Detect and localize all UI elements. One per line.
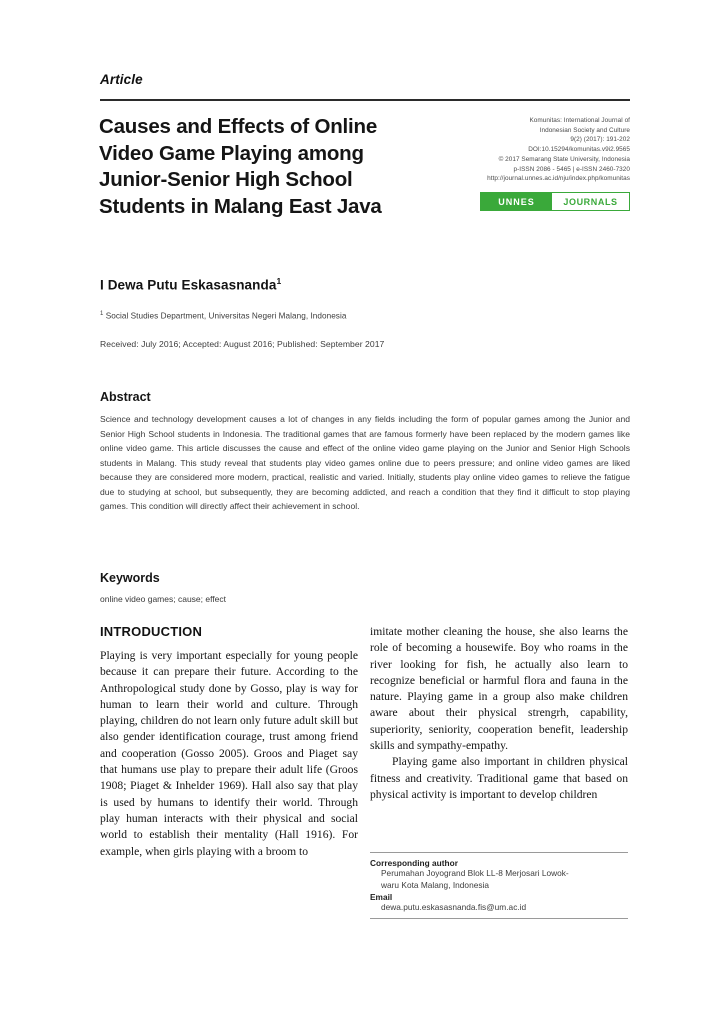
article-kicker: Article [100,72,143,87]
body-column-left [100,624,358,860]
body-column-right [370,624,628,803]
title-line-1: Causes and Effects of Online [99,115,378,138]
abstract-heading: Abstract [100,390,151,404]
keywords-heading: Keywords [100,571,160,585]
corresponding-author-label: Corresponding author [370,858,458,868]
page-title [99,114,429,220]
introduction-heading: INTRODUCTION [100,624,203,639]
journal-url[interactable]: http://journal.unnes.ac.id/nju/index.php/komunitas [487,175,630,183]
title-line-3: Junior-Senior High School [99,168,353,191]
journal-metadata [418,116,630,184]
introduction-paragraph-right-2: Playing game also important in children physical fitness and creativity. Traditional game that based on physical activity is important to develop children [370,755,628,801]
logo-journals-text: JOURNALS [552,193,629,210]
logo-unnes-text: UNNES [481,193,552,210]
title-line-2: Video Game Playing among [99,141,364,165]
journal-name-line-2: Indonesian Society and Culture [539,126,630,134]
introduction-paragraph-left: Playing is very important especially for young people because it can prepare their future. According to the Anthropological study done by Gosso, play is way for human to learn their world and culture. Through playing, children do not learn only future adult skill but also gender identification courage, trust among friend and cooperation (Gosso 2005). Groos and Piaget say that humans use play to prepare their adult life (Groos 1908; Piaget & Inhelder 1969). Hall also say that play is used by humans to identify their world. Through play human interacts with their physical and social world to establish their mentality (Hall 1916). For example, when girls playing with a broom to [100,649,358,858]
corresponding-author-address-line-1: Perumahan Joyogrand Blok LL-8 Merjosari Lowok- [381,868,569,878]
corresponding-author-email[interactable]: dewa.putu.eskasasnanda.fis@um.ac.id [381,901,527,912]
journal-copyright: © 2017 Semarang State University, Indonesia [498,155,630,163]
header-divider [100,99,630,101]
email-label: Email [370,891,393,902]
author-name-text: I Dewa Putu Eskasasnanda [100,277,277,293]
author-affiliation [100,311,346,321]
affiliation-text: Social Studies Department, Universitas Negeri Malang, Indonesia [103,311,347,321]
corresponding-author-box [370,852,628,919]
unnes-journals-logo [480,192,630,211]
journal-name-line-1: Komunitas: International Journal of [529,117,630,124]
journal-volume-issue: 9(2) (2017): 191-202 [570,136,630,144]
introduction-paragraph-right-1: imitate mother cleaning the house, she also learns the role of becoming a housewife. Boy who roams in the river looking for fish, he actually also learn to recognize beneficial or harmful flora and fauna in the nature. Playing game in a group also make children aware about their physical strengrh, capability, superiority, seniority, cooperation benefit, leadership skills and sympathy-empathy. [370,625,628,753]
corresponding-author-address-line-2: waru Kota Malang, Indonesia [381,879,490,890]
journal-doi: DOI:10.15294/komunitas.v9i2.9565 [528,146,630,154]
author-name [100,276,281,293]
keywords-text: online video games; cause; effect [100,594,227,604]
affiliation-marker: 1 [100,311,104,317]
title-line-4: Students in Malang East Java [99,194,382,218]
abstract-text: Science and technology development causes a lot of changes in any fields including the form of popular games among the Junior and Senior High School students in Indonesia. The traditional games that are famous formerly have been replaced by the modern games like online video game. This article discusses the cause and effect of the online video game playing on the Junior and Senior High Schools students in Malang. This study reveal that students play video games online due to peers pressure; and online video games are liked because they are considered more modern, practical, realistic and varied. Initially, students play online video games to relieve the fatigue due to studying at school, but subsequently, they are becoming addicted, and reach a condition that they find it difficult to stop playing games. This condition will directly affect their achievement in school. [100,414,630,512]
journal-issn: p-ISSN 2086 - 5465 | e-ISSN 2460-7320 [513,165,630,173]
author-affiliation-marker: 1 [276,276,282,286]
publication-dates: Received: July 2016; Accepted: August 2016; Published: September 2017 [100,339,385,349]
